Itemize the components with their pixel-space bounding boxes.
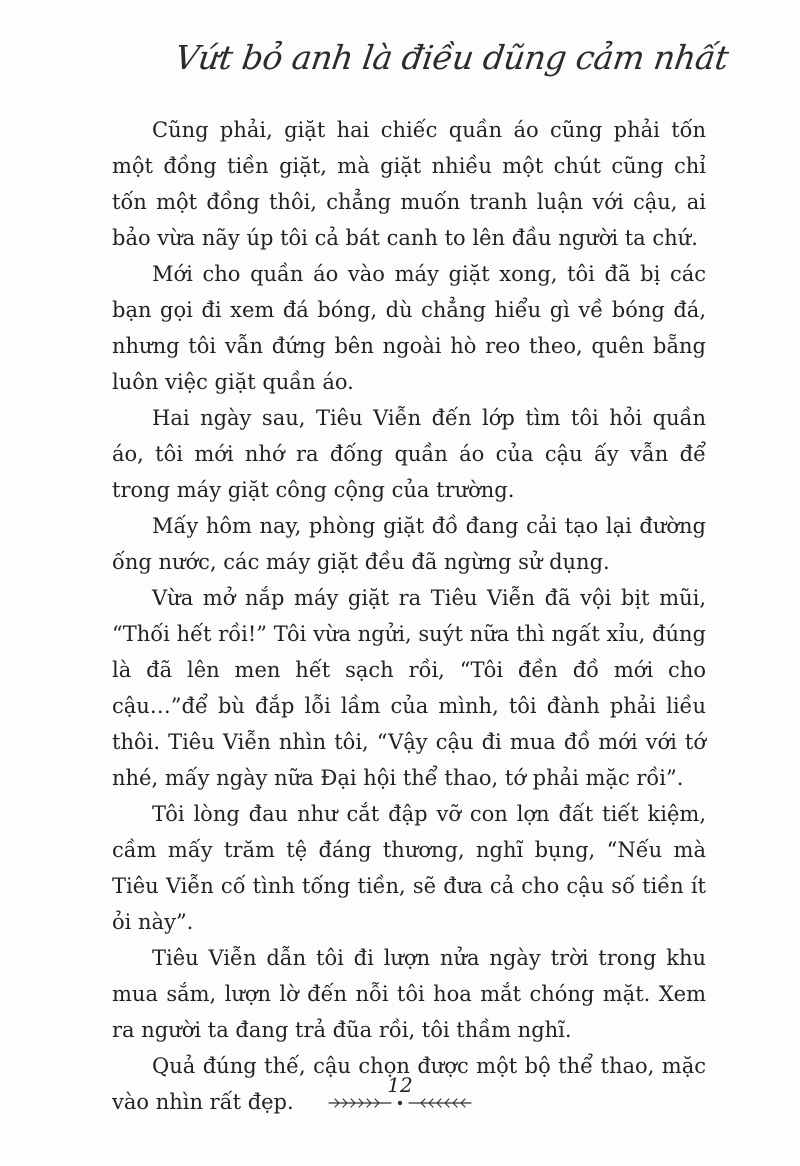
paragraph: Hai ngày sau, Tiêu Viễn đến lớp tìm tôi hỏi quần áo, tôi mới nhớ ra đống quần áo của cậu ấy vẫn để trong máy giặt công cộng của trường. xyxy=(112,406,706,502)
paragraph: Tiêu Viễn dẫn tôi đi lượn nửa ngày trời trong khu mua sắm, lượn lờ đến nỗi tôi hoa mắt chóng mặt. Xem ra người ta đang trả đũa rồi, tôi thầm nghĩ. xyxy=(112,946,706,1042)
paragraph: Mới cho quần áo vào máy giặt xong, tôi đã bị các bạn gọi đi xem đá bóng, dù chẳng hiểu gì về bóng đá, nhưng tôi vẫn đứng bên ngoài hò reo theo, quên bẵng luôn việc giặt quần áo. xyxy=(112,262,706,394)
paragraph: Quả đúng thế, cậu chọn được một bộ thể thao, mặc vào nhìn rất đẹp. xyxy=(112,1054,706,1114)
paragraph: Cũng phải, giặt hai chiếc quần áo cũng phải tốn một đồng tiền giặt, mà giặt nhiều một chút cũng chỉ tốn một đồng thôi, chẳng muốn tranh luận với cậu, ai bảo vừa nãy úp tôi cả bát canh to lên đầu người ta chứ. xyxy=(112,118,706,250)
paragraph: Vừa mở nắp máy giặt ra Tiêu Viễn đã vội bịt mũi, “Thối hết rồi!” Tôi vừa ngửi, suýt nữa thì ngất xỉu, đúng là đã lên men hết sạch rồi, “Tôi đền đồ mới cho cậu…”để bù đắp lỗi lầm của mình, tôi đành phải liều thôi. Tiêu Viễn nhìn tôi, “Vậy cậu đi mua đồ mới với tớ nhé, mấy ngày nữa Đại hội thể thao, tớ phải mặc rồi”. xyxy=(112,586,706,790)
arrow-ornament-icon xyxy=(325,1097,475,1109)
running-title: Vứt bỏ anh là điều dũng cảm nhất xyxy=(172,38,731,77)
paragraph: Mấy hôm nay, phòng giặt đồ đang cải tạo lại đường ống nước, các máy giặt đều đã ngừng sử dụng. xyxy=(112,514,706,574)
page-number: 12 xyxy=(387,1073,413,1097)
paragraph: Tôi lòng đau như cắt đập vỡ con lợn đất tiết kiệm, cầm mấy trăm tệ đáng thương, nghĩ bụng, “Nếu mà Tiêu Viễn cố tình tống tiền, sẽ đưa cả cho cậu số tiền ít ỏi này”. xyxy=(112,802,706,934)
page-footer xyxy=(0,1073,800,1109)
body-text xyxy=(112,112,706,1120)
